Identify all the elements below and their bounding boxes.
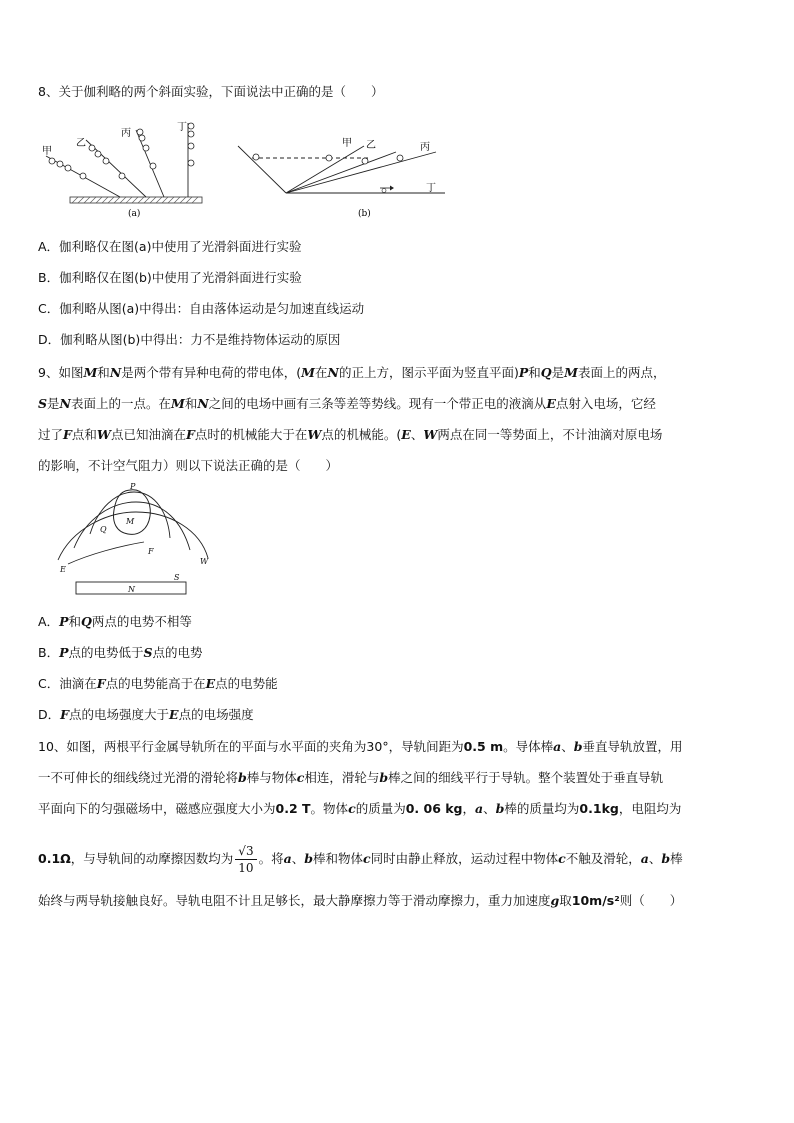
q9-option-c: C．油滴在F点的电势能高于在E点的电势能 — [38, 676, 278, 691]
q9-option-b: B．P点的电势低于S点的电势 — [38, 645, 203, 660]
fig-b-caption: (b) — [358, 209, 371, 219]
q8-option-b: B．伽利略仅在图(b)中使用了光滑斜面进行实验 — [38, 270, 302, 285]
friction-fraction: $\frac{√3}{10}$ — [235, 843, 256, 876]
q9-option-a: A．P和Q两点的电势不相等 — [38, 614, 192, 629]
q9-line-1: 9、如图M和N是两个带有异种电荷的带电体，(M在N的正上方，图示平面为竖直平面)P和Q是M表面上的两点， — [38, 365, 666, 380]
q8-stem: 8、关于伽利略的两个斜面实验，下面说法中正确的是（ ） — [38, 84, 384, 99]
fig-a-label-yi: 乙 — [76, 138, 86, 149]
fig-a-label-jia: 甲 — [42, 146, 52, 157]
q10-line-3: 平面向下的匀强磁场中，磁感应强度大小为0.2 T。物体c的质量为0. 06 kg，a、b棒的质量均为0.1kg，电阻均为 — [38, 801, 682, 816]
q10-line-5: 始终与两导轨接触良好。导轨电阻不计且足够长，最大静摩擦力等于滑动摩擦力，重力加速度g取10m/s²则（ ） — [38, 893, 683, 908]
q10-line-2: 一不可伸长的细线绕过光滑的滑轮将b棒与物体c相连，滑轮与b棒之间的细线平行于导轨。整个装置处于垂直导轨 — [38, 770, 664, 785]
q8-option-d: D．伽利略从图(b)中得出：力不是维持物体运动的原因 — [38, 332, 341, 347]
q10-line-1: 10、如图，两根平行金属导轨所在的平面与水平面的夹角为30°，导轨间距为0.5 m。导体棒a、b垂直导轨放置，用 — [38, 739, 683, 754]
fig9-label-f: F — [148, 547, 154, 556]
fig9-label-m: M — [126, 517, 135, 526]
q8-figure-b — [230, 130, 450, 222]
fig9-label-n: N — [128, 585, 135, 594]
q9-option-d: D．F点的电场强度大于E点的电场强度 — [38, 707, 254, 722]
q8-option-c: C．伽利略从图(a)中得出：自由落体运动是匀加速直线运动 — [38, 301, 365, 316]
fig9-label-p: P — [130, 482, 136, 491]
q8-figure-a — [38, 118, 208, 223]
q9-figure — [50, 482, 220, 602]
q10-line-4: 0.1Ω，与导轨间的动摩擦因数均为 $\frac{√3}{10}$ 。将a、b棒和物体c同时由静止释放，运动过程中物体c不触及滑轮，a、b棒 — [38, 844, 683, 875]
fig-b-label-bing: 丙 — [420, 142, 430, 153]
fig9-label-q: Q — [100, 525, 107, 534]
q9-line-2: S是N表面上的一点。在M和N之间的电场中画有三条等差等势线。现有一个带正电的液滴从E点射入电场，它经 — [38, 396, 656, 411]
q9-line-3: 过了F点和W点已知油滴在F点时的机械能大于在W点的机械能。(E、W两点在同一等势面上，不计油滴对原电场 — [38, 427, 663, 442]
fig9-label-s: S — [174, 573, 180, 582]
fig-b-label-ding: 丁 — [426, 183, 436, 194]
q9-line-4: 的影响，不计空气阻力）则以下说法正确的是（ ） — [38, 458, 339, 473]
fig-a-caption: (a) — [128, 209, 141, 219]
fig-b-label-yi: 乙 — [366, 140, 376, 151]
fig-a-label-bing: 丙 — [121, 128, 131, 139]
fig9-label-e: E — [60, 565, 66, 574]
fig9-label-w: W — [200, 557, 209, 566]
q8-option-a: A．伽利略仅在图(a)中使用了光滑斜面进行实验 — [38, 239, 302, 254]
fig-b-label-jia: 甲 — [342, 138, 352, 149]
fig-a-label-ding: 丁 — [177, 122, 187, 133]
